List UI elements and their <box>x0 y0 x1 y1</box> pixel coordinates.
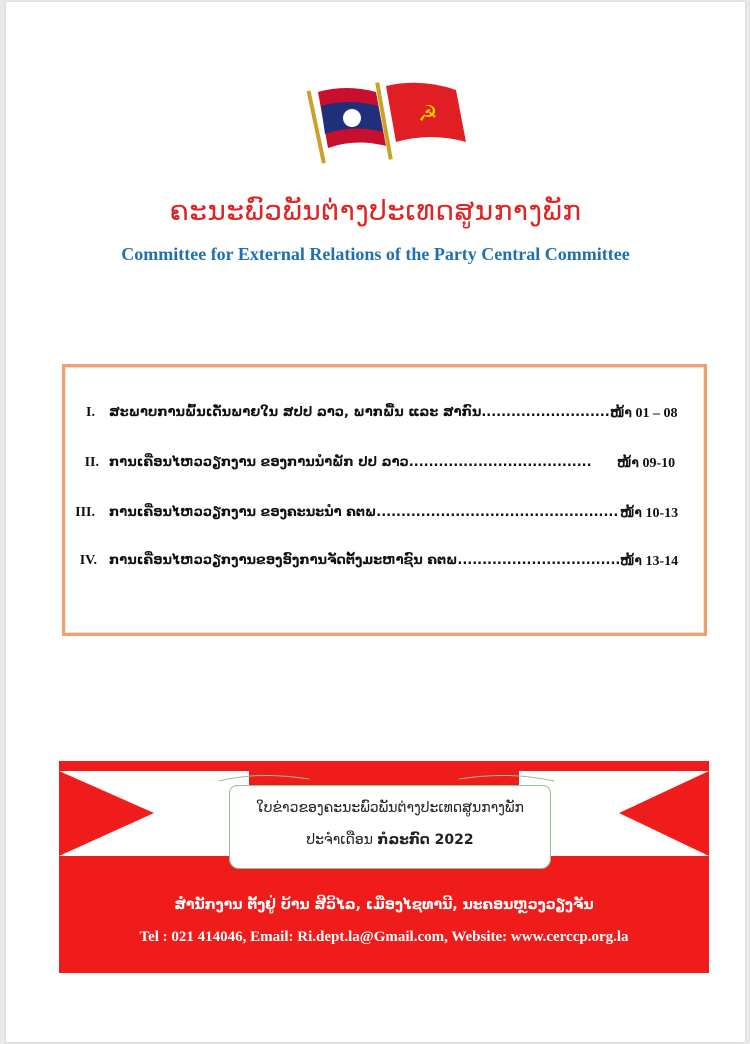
svg-text:☭: ☭ <box>418 102 438 127</box>
toc-item-2 <box>65 455 710 479</box>
table-of-contents <box>62 364 707 636</box>
toc-page: ໜ້າ 10-13 <box>620 506 679 521</box>
toc-page: ໜ້າ 13-14 <box>620 554 679 569</box>
toc-text: ການເຄື່ອນໄຫວວຽກງານຂອງອົງການຈັດຕັ້ງມະຫາຊົນ ຄຕພ................................. <box>109 553 621 568</box>
toc-item-3 <box>65 505 710 529</box>
toc-number: I. <box>86 405 95 420</box>
newsletter-issue: ປະຈຳເດືອນ ກໍລະກົດ 2022 <box>306 832 474 848</box>
footer-banner <box>59 761 709 973</box>
document-page <box>6 2 745 1042</box>
contact-info: Tel : 021 414046, Email: Ri.dept.la@Gmail.com, Website: www.cerccp.org.la <box>139 929 629 945</box>
toc-page: ໜ້າ 01 – 08 <box>610 406 678 421</box>
lao-flag-icon <box>307 88 386 164</box>
flags-emblem <box>306 76 476 166</box>
committee-title-english: Committee for External Relations of the Party Central Committee <box>121 244 630 264</box>
committee-title-lao: ຄະນະພົວພັນຕ່າງປະເທດສູນກາງພັກ <box>169 194 582 227</box>
toc-number: II. <box>84 455 99 470</box>
toc-number: III. <box>75 505 95 520</box>
toc-item-4 <box>65 553 710 577</box>
party-flag-icon <box>375 82 466 160</box>
toc-text: ການເຄື່ອນໄຫວວຽກງານ ຂອງຄະນະນຳ ຄຕພ................................................. <box>109 505 619 520</box>
newsletter-label <box>229 785 551 869</box>
toc-page: ໜ້າ 09-10 <box>617 456 676 471</box>
toc-text: ການເຄື່ອນໄຫວວຽກງານ ຂອງການນຳພັກ ປປ ລາວ..................................... <box>109 455 592 470</box>
toc-number: IV. <box>79 553 97 568</box>
toc-item-1 <box>65 405 710 429</box>
newsletter-title: ໃບຂ່າວຂອງຄະນະພົວພັນຕ່າງປະເທດສູນກາງພັກ <box>256 800 524 816</box>
office-address: ສຳນັກງານ ຕັ້ງຢູ່ ບ້ານ ສີວິໄລ, ເມືອງໄຊທານີ, ນະຄອນຫຼວງວຽງຈັນ <box>174 897 594 913</box>
toc-text: ສະພາບການພົ້ນເດັ່ນພາຍໃນ ສປປ ລາວ, ພາກພື້ນ ແລະ ສາກົນ........................... <box>109 405 615 420</box>
